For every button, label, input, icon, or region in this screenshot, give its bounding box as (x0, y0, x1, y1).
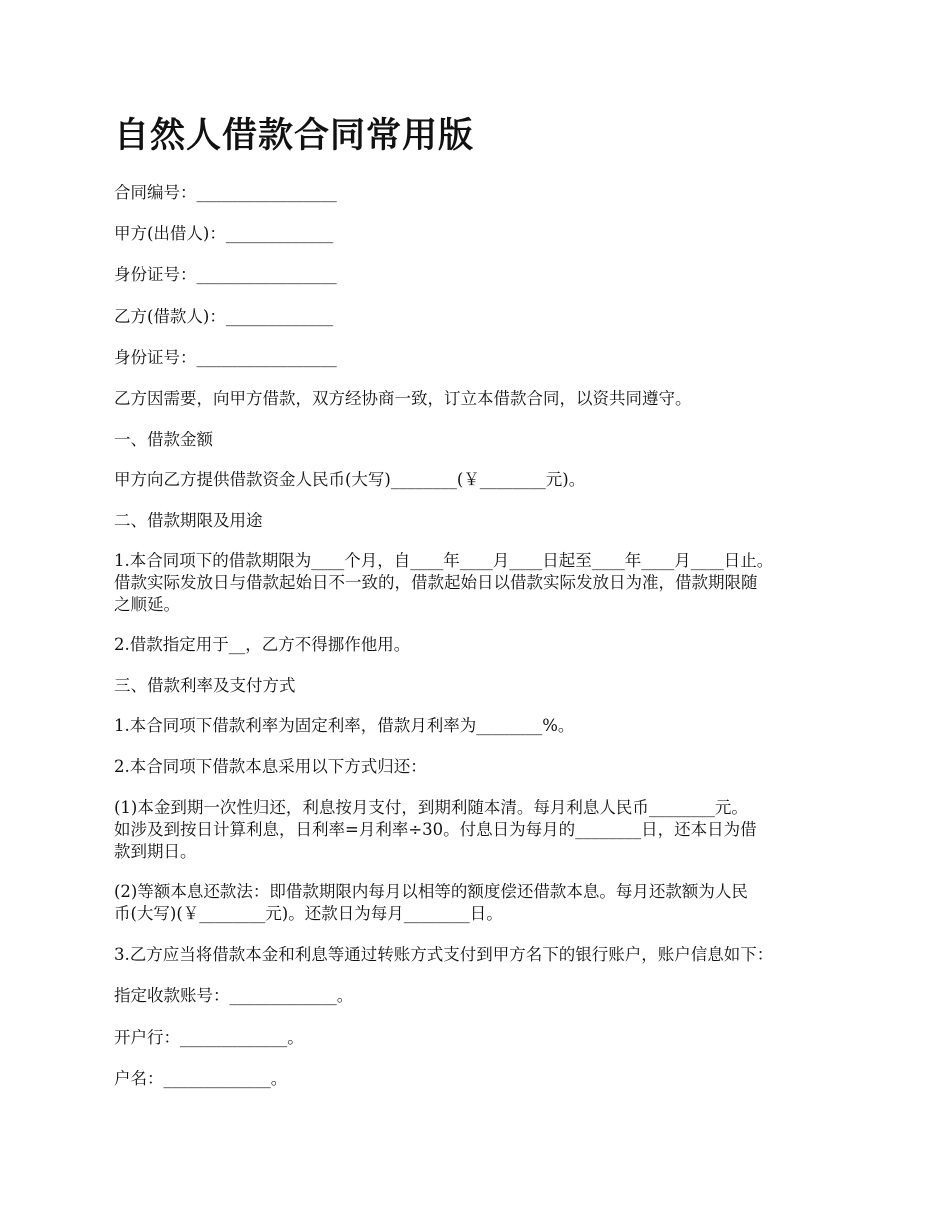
account-number-line: 指定收款账号：_____________。 (114, 986, 354, 1005)
party-b-line: 乙方(借款人)：_____________ (114, 307, 334, 326)
intro-paragraph: 乙方因需要，向甲方借款，双方经协商一致，订立本借款合同，以资共同遵守。 (114, 389, 692, 408)
party-b-id-line: 身份证号：_________________ (114, 348, 337, 367)
party-a-line: 甲方(出借人)：_____________ (114, 224, 334, 243)
section-3-item-2: 2.本合同项下借款本息采用以下方式归还： (114, 757, 427, 776)
paragraph-line: 如涉及到按日计算利息，日利率=月利率÷30。付息日为每月的________日，还本日为借 (114, 820, 757, 839)
contract-number-line: 合同编号：_________________ (114, 183, 337, 202)
section-3-item-3: 3.乙方应当将借款本金和利息等通过转账方式支付到甲方名下的银行账户，账户信息如下： (114, 945, 774, 964)
paragraph-line: 1.本合同项下的借款期限为____个月，自____年____月____日起至____年____月____日止。 (114, 551, 774, 570)
page-title: 自然人借款合同常用版 (114, 116, 475, 156)
paragraph-line: 币(大写)(￥________元)。还款日为每月________日。 (114, 904, 503, 923)
section-3-item-1: 1.本合同项下借款利率为固定利率，借款月利率为________%。 (114, 716, 575, 735)
account-name-line: 户名：_____________。 (114, 1069, 288, 1088)
section-3-heading: 三、借款利率及支付方式 (114, 676, 296, 695)
bank-line: 开户行：_____________。 (114, 1028, 304, 1047)
paragraph-line: 借款实际发放日与借款起始日不一致的，借款起始日以借款实际发放日为准，借款期限随 (114, 573, 758, 592)
section-2-item-2: 2.借款指定用于__，乙方不得挪作他用。 (114, 635, 411, 654)
section-2-heading: 二、借款期限及用途 (114, 511, 263, 530)
party-a-id-line: 身份证号：_________________ (114, 265, 337, 284)
paragraph-line: (2)等额本息还款法：即借款期限内每月以相等的额度偿还借款本息。每月还款额为人民 (114, 882, 748, 901)
section-1-text: 甲方向乙方提供借款资金人民币(大写)________(￥________元)。 (114, 470, 586, 489)
paragraph-line: (1)本金到期一次性归还，利息按月支付，到期利随本清。每月利息人民币________元。 (114, 798, 748, 817)
paragraph-line: 款到期日。 (114, 842, 197, 861)
paragraph-line: 之顺延。 (114, 595, 180, 614)
section-1-heading: 一、借款金额 (114, 430, 213, 449)
